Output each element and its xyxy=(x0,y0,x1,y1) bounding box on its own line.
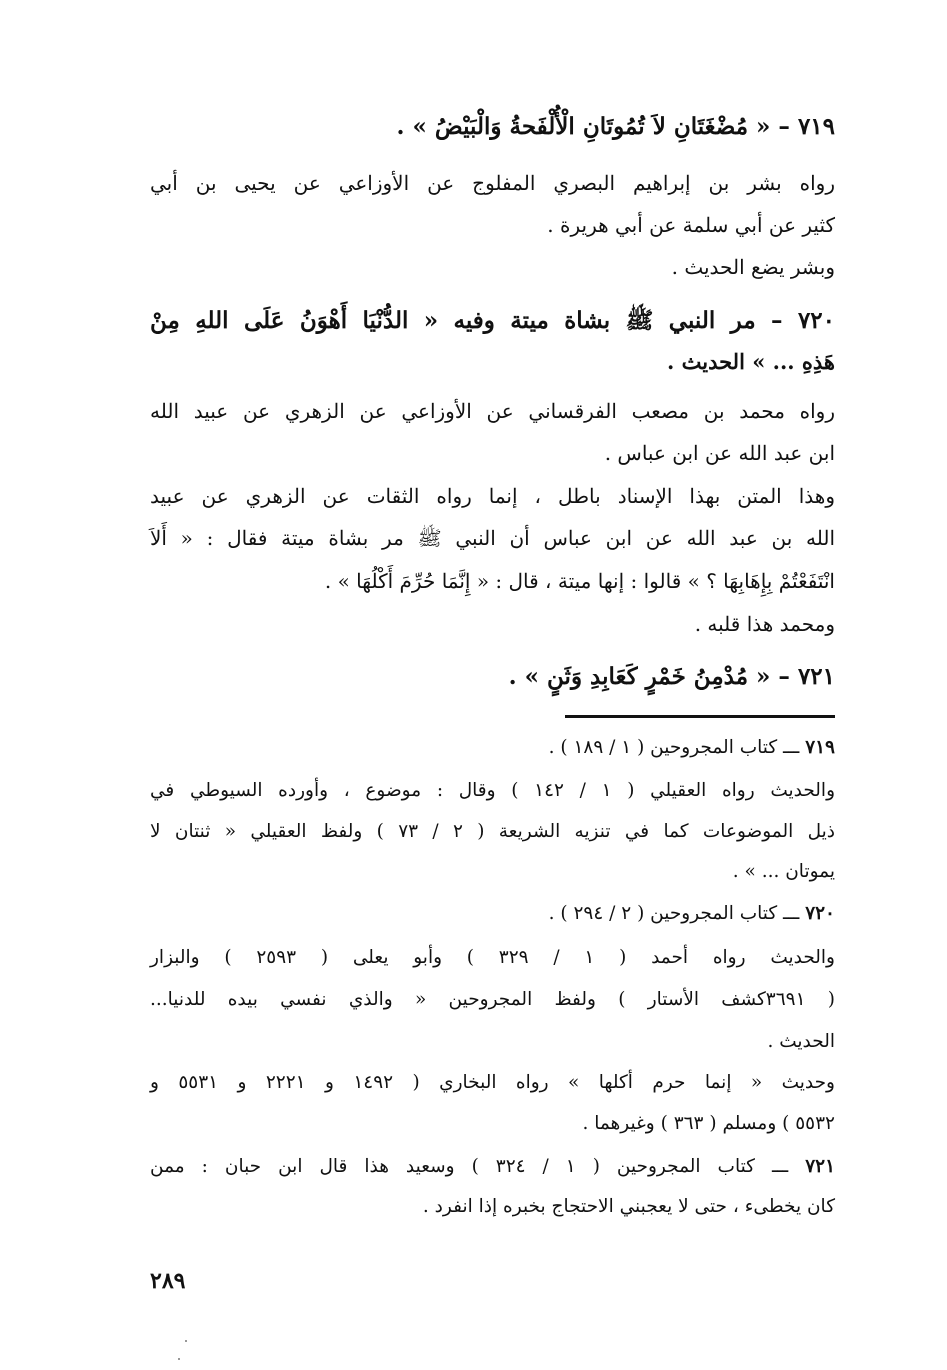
body-line: ابن عبد الله عن ابن عباس . xyxy=(604,441,835,465)
footnote-line: وحديث « إنما حرم أكلها » رواه البخاري ( ١٤٩٢ و ٢٢٢١ و ٥٥٣١ و xyxy=(150,1072,835,1093)
footnote-line: الحديث . xyxy=(767,1031,835,1052)
footnote-line-720 xyxy=(150,904,835,924)
entry-number: ٧٢٠ xyxy=(797,307,835,334)
footnote-number: ٧٢٠ xyxy=(805,903,835,924)
body-line: وبشر يضع الحديث . xyxy=(671,255,835,279)
entry-heading-719 xyxy=(150,114,835,139)
footnote-line: ٥٥٣٢ ) ومسلم ( ٣٦٣ ) وغيرهما . xyxy=(582,1113,835,1134)
footnote-line-719 xyxy=(150,738,835,758)
body-line: ومحمد هذا قلبه . xyxy=(694,612,835,636)
footnote-separator xyxy=(565,715,835,718)
entry-number: ٧١٩ xyxy=(797,113,835,140)
footnote-line-721 xyxy=(150,1157,835,1177)
footnote-line: والحديث رواه أحمد ( ١ / ٣٢٩ ) وأبو يعلى ( ٢٥٩٣ ) والبزار xyxy=(150,947,835,968)
body-line: كثير عن أبي سلمة عن أبي هريرة . xyxy=(547,213,835,237)
footnote-line: والحديث رواه العقيلي ( ١ / ١٤٢ ) وقال : موضوع ، وأورده السيوطي في xyxy=(150,780,836,801)
body-line: انْتَفَعْتُمْ بِإِهَابِهَا ؟ » قالوا : إنها ميتة ، قال : « إِنَّمَا حُرِّمَ أَكْلُهَا » . xyxy=(324,569,835,593)
footnote-number: ٧١٩ xyxy=(805,737,835,758)
entry-heading-continuation: هَذِهِ ... » الحديث . xyxy=(667,349,835,374)
footnote-text: ـــ كتاب المجروحين ( ١ / ٣٢٤ ) وسعيد هذا قال ابن حبان : ممن xyxy=(150,1156,806,1177)
entry-heading-721 xyxy=(150,664,835,689)
body-line: الله بن عبد الله عن ابن عباس أن النبي ﷺ مر بشاة ميتة فقال : « أَلاَ xyxy=(150,526,835,550)
entry-heading-text: – « مُضْغَتَانِ لاَ تُمُوتَانِ الْأُلْفَحةُ وَالْبَيْضُ » . xyxy=(396,113,798,140)
footnote-number: ٧٢١ xyxy=(805,1156,836,1177)
page-number: ٢٨٩ xyxy=(150,1268,186,1294)
footnote-line: يموتان ... » . xyxy=(732,861,835,882)
entry-heading-text: – « مُدْمِنُ خَمْرٍ كَعَابِدِ وَثَنٍ » . xyxy=(508,663,798,690)
entry-heading-720 xyxy=(150,308,835,333)
body-line: رواه محمد بن مصعب الفرقساني عن الأوزاعي عن الزهري عن عبيد الله xyxy=(150,399,835,423)
book-page xyxy=(150,0,835,1370)
body-line: وهذا المتن بهذا الإسناد باطل ، إنما رواه الثقات عن الزهري عن عبيد xyxy=(150,484,835,508)
footnote-line: ( ٣٦٩١كشف الأستار ) ولفظ المجروحين « والذي نفسي بيده للدنيا... xyxy=(150,989,835,1010)
scan-speck xyxy=(185,1340,187,1342)
footnote-line: ذيل الموضوعات كما في تنزيه الشريعة ( ٢ / ٧٣ ) ولفظ العقيلي « ثنتان لا xyxy=(150,821,835,842)
scan-speck xyxy=(178,1358,180,1360)
entry-heading-text: – مر النبي ﷺ بشاة ميتة وفيه « الدُّنْيَا أَهْوَنُ عَلَى اللهِ مِنْ xyxy=(150,307,798,334)
footnote-text: ـــ كتاب المجروحين ( ٢ / ٢٩٤ ) . xyxy=(548,903,806,924)
footnote-text: ـــ كتاب المجروحين ( ١ / ١٨٩ ) . xyxy=(548,737,806,758)
entry-number: ٧٢١ xyxy=(797,663,835,690)
footnote-line: كان يخطىء ، حتى لا يعجبني الاحتجاج بخبره إذا انفرد . xyxy=(422,1196,835,1217)
body-line: رواه بشر بن إبراهيم البصري المفلوج عن الأوزاعي عن يحيى بن أبي xyxy=(150,171,835,195)
